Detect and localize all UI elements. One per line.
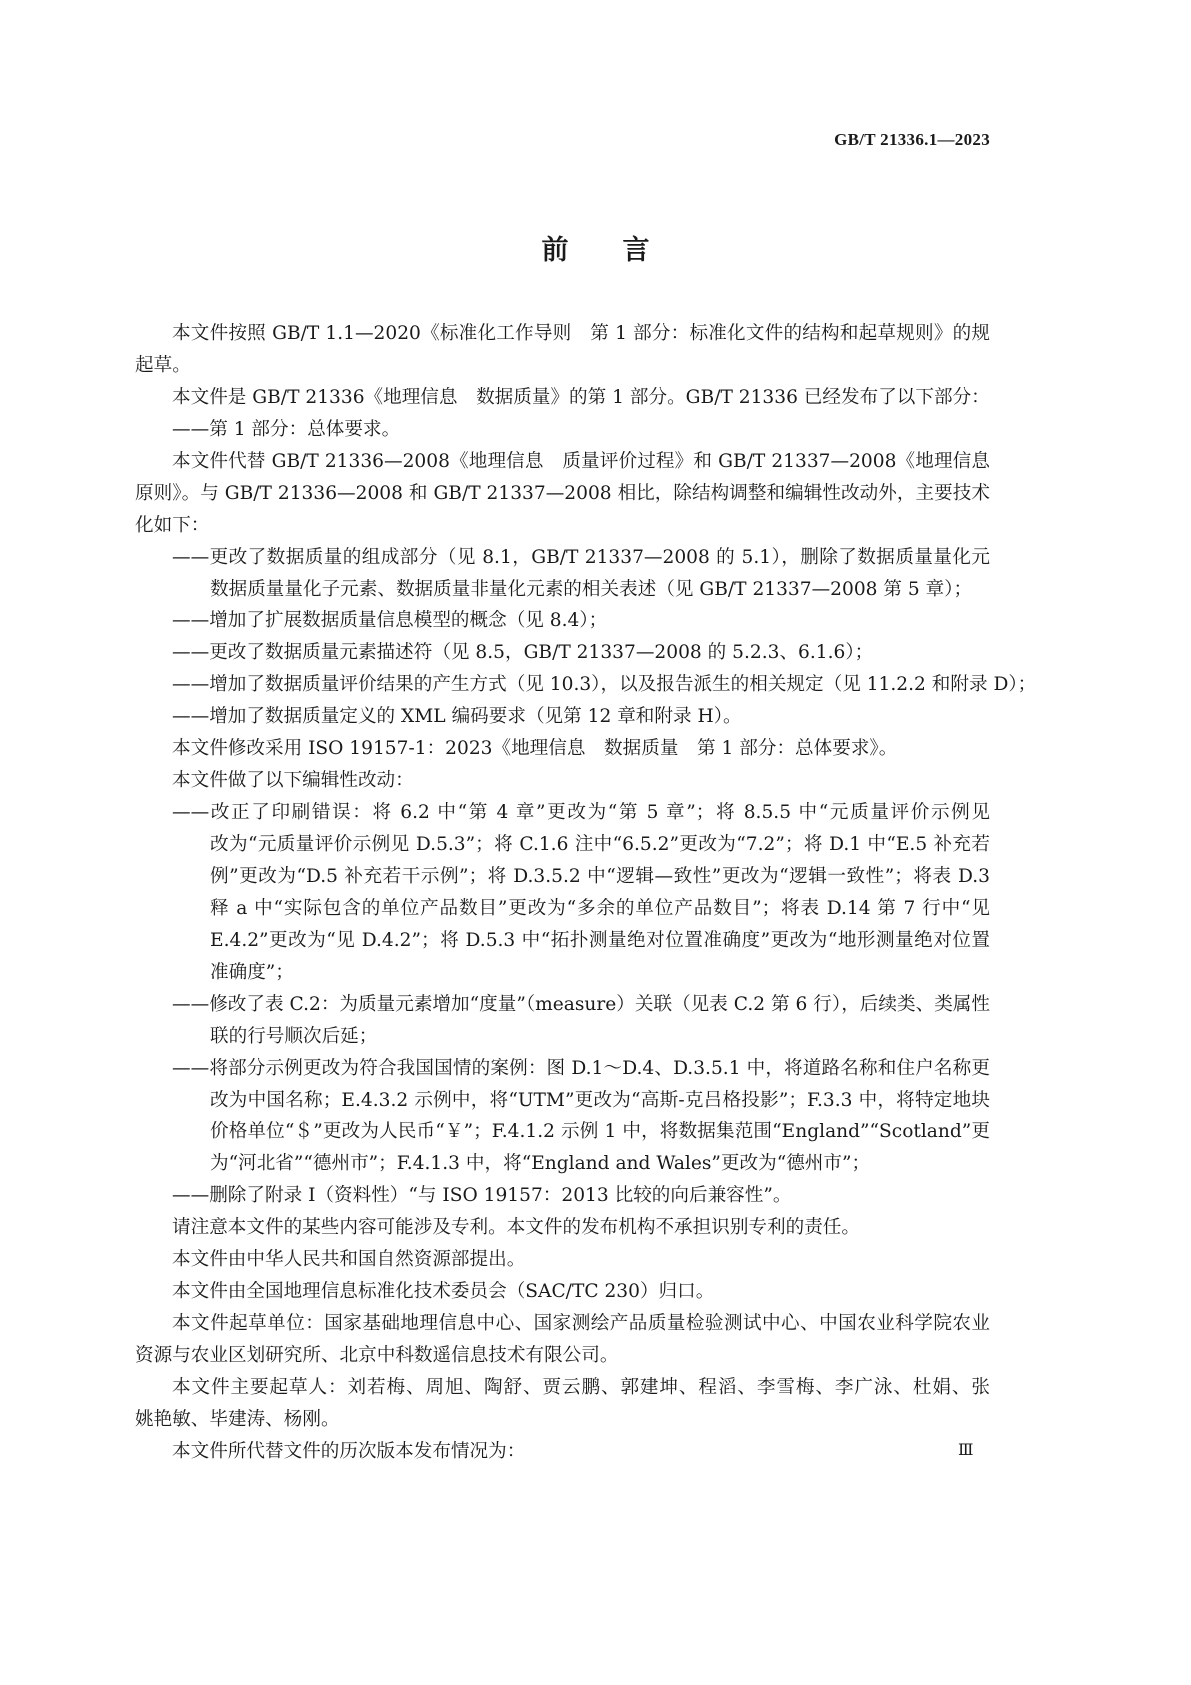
list-item	[135, 701, 990, 733]
list-item	[135, 1053, 990, 1181]
text-line: ——第 1 部分：总体要求。	[172, 418, 401, 440]
text-line: 本文件主要起草人：刘若梅、周旭、陶舒、贾云鹏、郭建坤、程滔、李雪梅、李广泳、杜娟、张	[172, 1376, 990, 1398]
text-line: 本文件是 GB/T 21336《地理信息 数据质量》的第 1 部分。GB/T 21336 已经发布了以下部分：	[172, 386, 990, 408]
text-line: 本文件修改采用 ISO 19157-1：2023《地理信息 数据质量 第 1 部分：总体要求》。	[172, 738, 898, 760]
paragraph	[135, 1436, 990, 1468]
text-line: 改为中国名称；E.4.3.2 示例中，将“UTM”更改为“高斯-克吕格投影”；F.3.3 中，将特定地块	[210, 1089, 990, 1111]
page-title: 前言	[541, 235, 704, 266]
list-item	[135, 605, 990, 637]
paragraph	[135, 1276, 990, 1308]
paragraph	[135, 1308, 990, 1372]
standard-number-header: GB/T 21336.1—2023	[834, 130, 990, 149]
paragraph	[135, 1212, 990, 1244]
list-item	[135, 637, 990, 669]
text-line: ——删除了附录 I（资料性）“与 ISO 19157：2013 比较的向后兼容性”。	[172, 1185, 792, 1207]
text-line: 本文件按照 GB/T 1.1—2020《标准化工作导则 第 1 部分：标准化文件的结构和起草规则》的规	[172, 323, 990, 344]
paragraph	[135, 446, 990, 542]
text-line: ——修改了表 C.2：为质量元素增加“度量”（measure）关联（见表 C.2 第 6 行），后续类、类属性	[172, 993, 990, 1015]
paragraph	[135, 733, 990, 765]
text-line: 请注意本文件的某些内容可能涉及专利。本文件的发布机构不承担识别专利的责任。	[172, 1217, 860, 1239]
list-item	[135, 542, 990, 606]
text-line: 释 a 中“实际包含的单位产品数目”更改为“多余的单位产品数目”；将表 D.14 第 7 行中“见	[210, 897, 990, 919]
text-line: 例”更改为“D.5 补充若干示例”；将 D.3.5.2 中“逻辑—致性”更改为“逻辑一致性”；将表 D.3	[210, 865, 990, 887]
list-item	[135, 669, 1037, 701]
list-item	[135, 797, 990, 989]
text-line: 本文件做了以下编辑性改动：	[172, 770, 414, 792]
document-body	[135, 318, 1037, 1468]
text-line: 数据质量量化子元素、数据质量非量化元素的相关表述（见 GB/T 21337—2008 第 5 章）；	[210, 578, 973, 600]
text-line: ——将部分示例更改为符合我国国情的案例：图 D.1～D.4、D.3.5.1 中，将道路名称和住户名称更	[172, 1057, 990, 1079]
text-line: 本文件所代替文件的历次版本发布情况为：	[172, 1440, 526, 1462]
text-line: 本文件起草单位：国家基础地理信息中心、国家测绘产品质量检验测试中心、中国农业科学院农业	[172, 1313, 990, 1335]
text-line: ——更改了数据质量的组成部分（见 8.1，GB/T 21337—2008 的 5.1），删除了数据质量量化元	[172, 546, 990, 568]
paragraph	[135, 382, 990, 414]
paragraph	[135, 1244, 990, 1276]
text-line: ——增加了扩展数据质量信息模型的概念（见 8.4）；	[172, 610, 608, 632]
text-line: 本文件由全国地理信息标准化技术委员会（SAC/TC 230）归口。	[172, 1281, 715, 1303]
text-line: 联的行号顺次后延；	[210, 1025, 378, 1047]
text-line: ——改正了印刷错误：将 6.2 中“第 4 章”更改为“第 5 章”；将 8.5.5 中“元质量评价示例见	[172, 802, 990, 824]
text-line: 起草。	[135, 354, 191, 376]
paragraph	[135, 318, 990, 382]
page-number: Ⅲ	[958, 1440, 974, 1459]
text-line: 姚艳敏、毕建涛、杨刚。	[135, 1408, 340, 1430]
list-item	[135, 989, 990, 1053]
text-line: 改为“元质量评价示例见 D.5.3”；将 C.1.6 注中“6.5.2”更改为“7.2”；将 D.1 中“E.5 补充若	[210, 834, 990, 855]
text-line: ——更改了数据质量元素描述符（见 8.5，GB/T 21337—2008 的 5.2.3、6.1.6）；	[172, 642, 874, 664]
text-line: 本文件由中华人民共和国自然资源部提出。	[172, 1249, 526, 1271]
text-line: ——增加了数据质量评价结果的产生方式（见 10.3），以及报告派生的相关规定（见 11.2.2 和附录 D）；	[172, 674, 1037, 696]
text-line: 化如下：	[135, 514, 210, 536]
text-line: 为“河北省”“德州市”；F.4.1.3 中，将“England and Wales”更改为“德州市”；	[210, 1153, 871, 1175]
text-line: ——增加了数据质量定义的 XML 编码要求（见第 12 章和附录 H）。	[172, 706, 742, 728]
paragraph	[135, 1372, 990, 1436]
text-line: 准确度”；	[210, 961, 294, 983]
paragraph	[135, 414, 990, 446]
text-line: 本文件代替 GB/T 21336—2008《地理信息 质量评价过程》和 GB/T 21337—2008《地理信息	[172, 450, 990, 472]
text-line: E.4.2”更改为“见 D.4.2”；将 D.5.3 中“拓扑测量绝对位置准确度”更改为“地形测量绝对位置	[210, 929, 990, 951]
text-line: 价格单位“＄”更改为人民币“￥”；F.4.1.2 示例 1 中，将数据集范围“England”“Scotland”更	[210, 1121, 990, 1143]
paragraph	[135, 765, 990, 797]
list-item	[135, 1180, 990, 1212]
text-line: 资源与农业区划研究所、北京中科数遥信息技术有限公司。	[135, 1345, 619, 1366]
text-line: 原则》。与 GB/T 21336—2008 和 GB/T 21337—2008 相比，除结构调整和编辑性改动外，主要技术	[135, 482, 990, 504]
